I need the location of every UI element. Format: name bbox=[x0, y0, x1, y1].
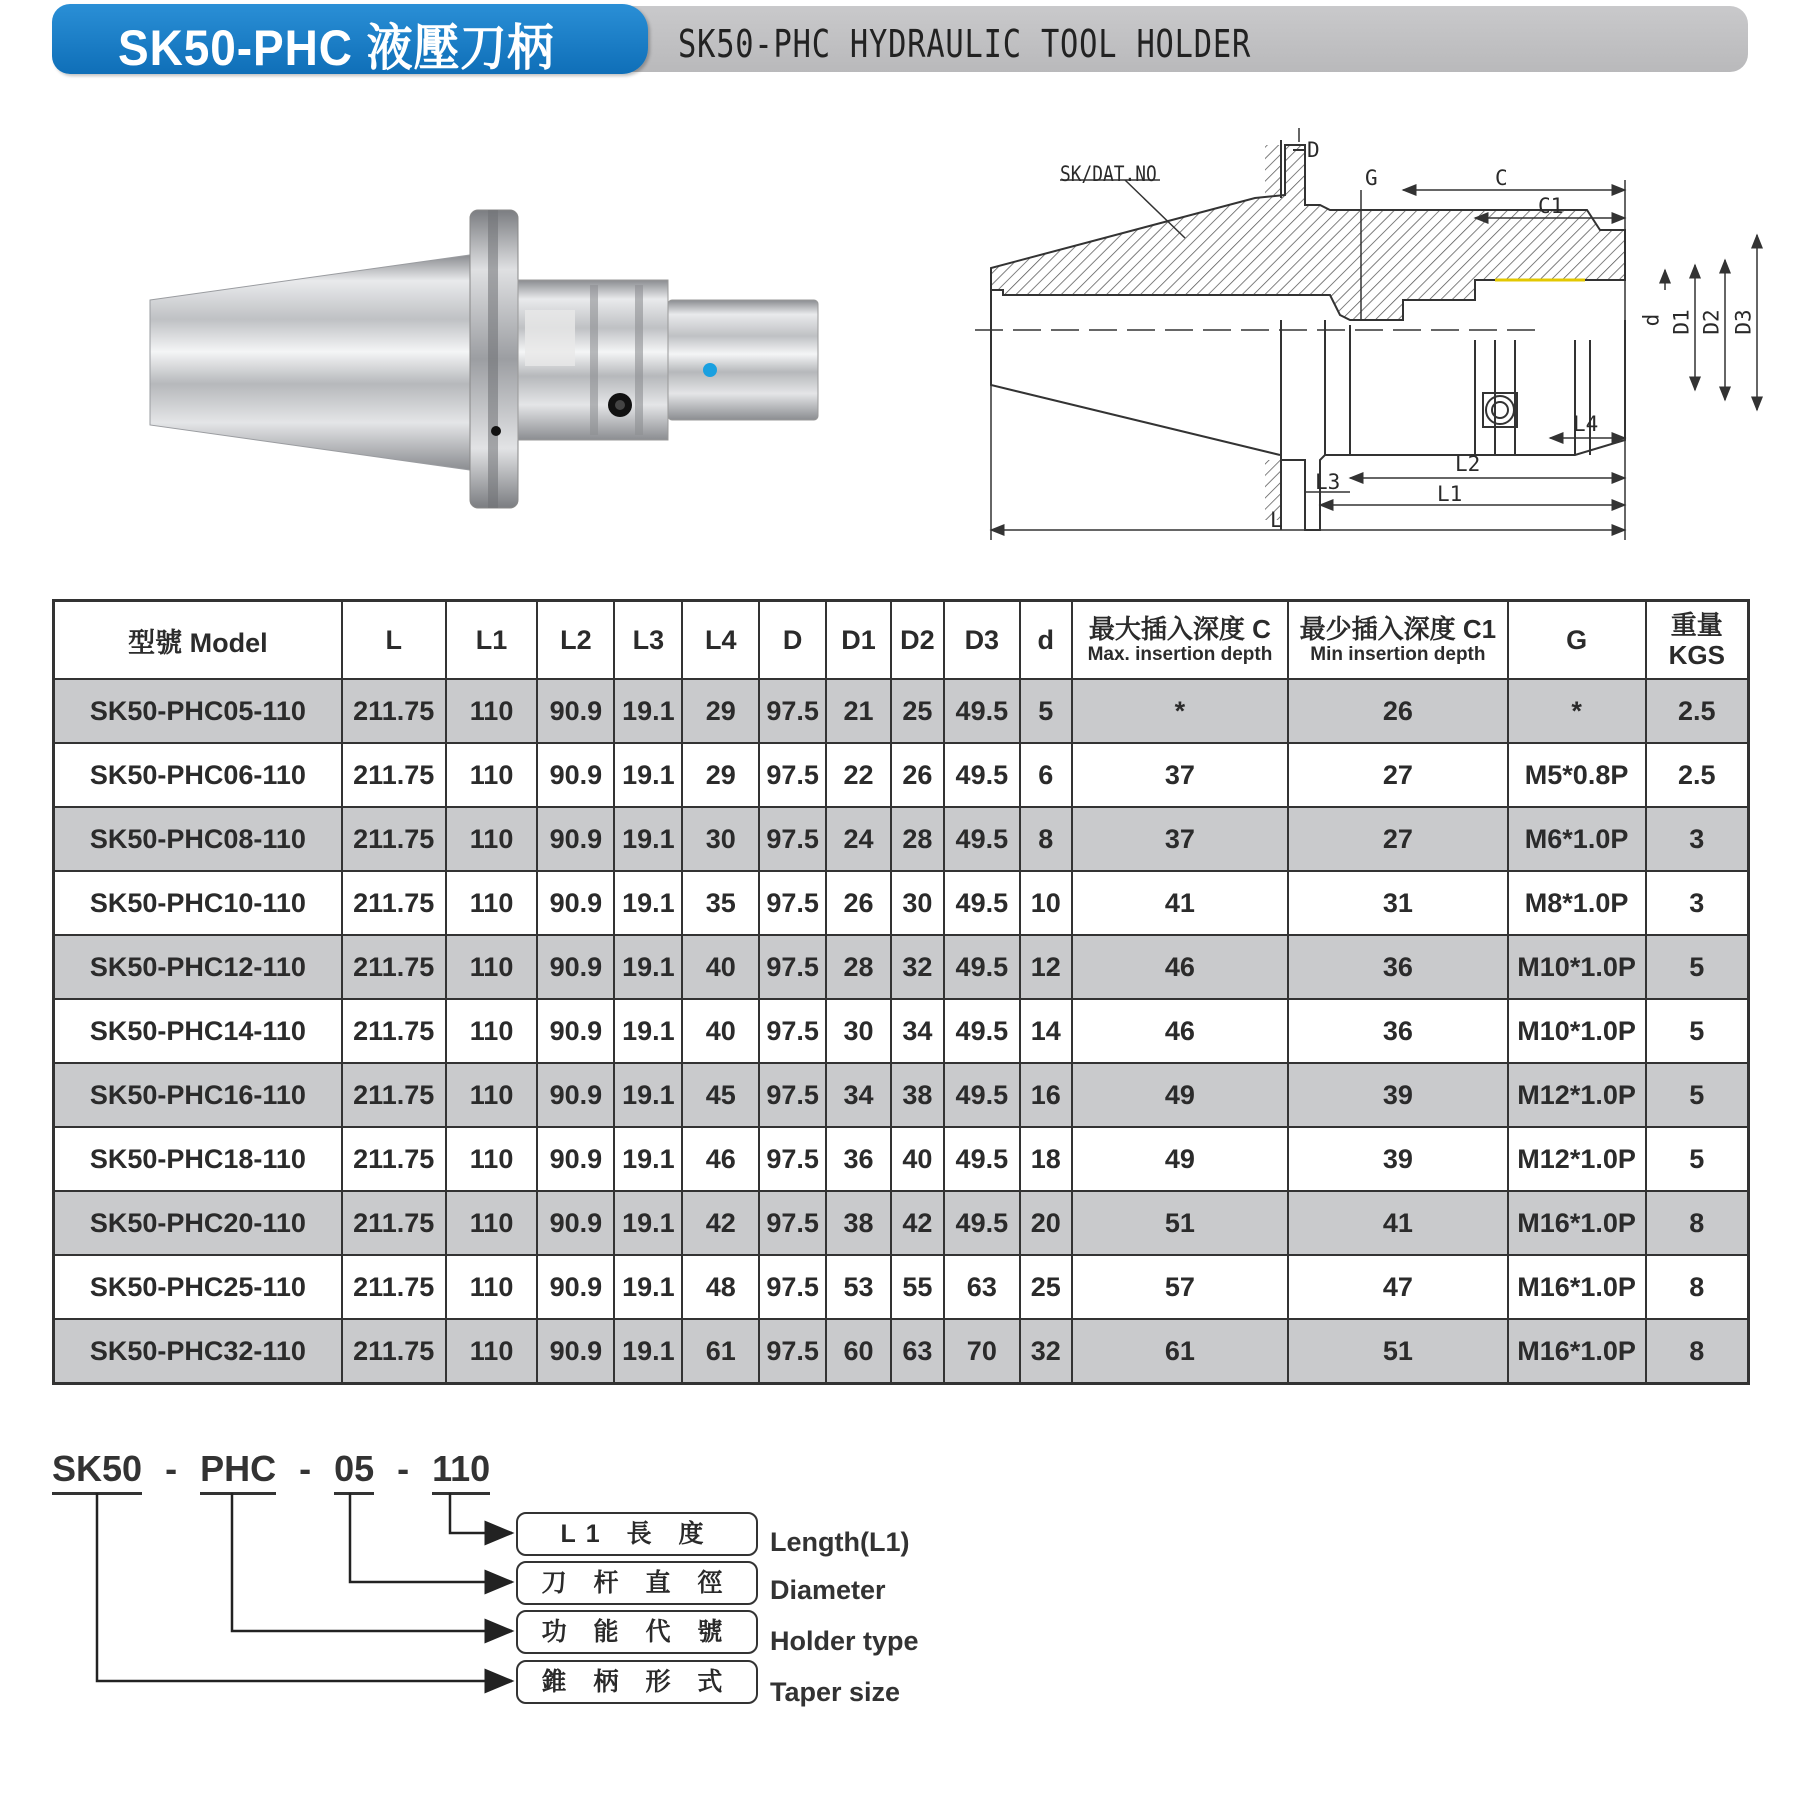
cell-C: 46 bbox=[1072, 999, 1288, 1063]
label-d: d bbox=[1639, 313, 1664, 327]
cell-G: M16*1.0P bbox=[1508, 1319, 1646, 1384]
cell-D3: 70 bbox=[944, 1319, 1020, 1384]
label-D1: D1 bbox=[1669, 309, 1694, 335]
cell-L3: 19.1 bbox=[614, 1191, 682, 1255]
label-L4: L4 bbox=[1573, 412, 1599, 436]
cell-C: 61 bbox=[1072, 1319, 1288, 1384]
cell-D1: 24 bbox=[826, 807, 891, 871]
col-header-D2: D2 bbox=[891, 601, 944, 680]
cell-D2: 55 bbox=[891, 1255, 944, 1319]
cell-L1: 110 bbox=[446, 999, 538, 1063]
cell-L2: 90.9 bbox=[537, 935, 614, 999]
cell-kgs: 2.5 bbox=[1646, 679, 1749, 743]
cell-D3: 49.5 bbox=[944, 743, 1020, 807]
label-L3: L3 bbox=[1315, 470, 1341, 494]
cell-L1: 110 bbox=[446, 871, 538, 935]
cell-model: SK50-PHC10-110 bbox=[54, 871, 342, 935]
cell-D3: 49.5 bbox=[944, 871, 1020, 935]
cell-D2: 26 bbox=[891, 743, 944, 807]
cell-L4: 45 bbox=[682, 1063, 759, 1127]
cell-L3: 19.1 bbox=[614, 1255, 682, 1319]
col-header-D1: D1 bbox=[826, 601, 891, 680]
cell-L4: 46 bbox=[682, 1127, 759, 1191]
label-C: C bbox=[1495, 166, 1508, 190]
cell-G: M12*1.0P bbox=[1508, 1127, 1646, 1191]
cell-G: M5*0.8P bbox=[1508, 743, 1646, 807]
cell-L: 211.75 bbox=[342, 807, 446, 871]
cell-D3: 49.5 bbox=[944, 679, 1020, 743]
cell-kgs: 8 bbox=[1646, 1319, 1749, 1384]
cell-L: 211.75 bbox=[342, 743, 446, 807]
cell-C1: 39 bbox=[1288, 1063, 1507, 1127]
col-header-min-insertion: 最少插入深度 C1 Min insertion depth bbox=[1288, 601, 1507, 680]
cell-kgs: 8 bbox=[1646, 1255, 1749, 1319]
cell-kgs: 8 bbox=[1646, 1191, 1749, 1255]
cell-G: M12*1.0P bbox=[1508, 1063, 1646, 1127]
cell-G: * bbox=[1508, 679, 1646, 743]
cell-L3: 19.1 bbox=[614, 679, 682, 743]
cell-d: 14 bbox=[1020, 999, 1072, 1063]
cell-C1: 51 bbox=[1288, 1319, 1507, 1384]
cell-D2: 25 bbox=[891, 679, 944, 743]
cell-D2: 30 bbox=[891, 871, 944, 935]
cell-L: 211.75 bbox=[342, 1191, 446, 1255]
cell-L: 211.75 bbox=[342, 935, 446, 999]
col-header-D: D bbox=[759, 601, 826, 680]
cell-L: 211.75 bbox=[342, 1255, 446, 1319]
cell-L4: 35 bbox=[682, 871, 759, 935]
cell-D2: 32 bbox=[891, 935, 944, 999]
cell-L2: 90.9 bbox=[537, 679, 614, 743]
cell-G: M8*1.0P bbox=[1508, 871, 1646, 935]
label-L2: L2 bbox=[1455, 452, 1481, 476]
cell-model: SK50-PHC18-110 bbox=[54, 1127, 342, 1191]
cell-C: * bbox=[1072, 679, 1288, 743]
cell-C: 46 bbox=[1072, 935, 1288, 999]
cell-L3: 19.1 bbox=[614, 871, 682, 935]
cell-L4: 40 bbox=[682, 999, 759, 1063]
cell-C1: 36 bbox=[1288, 999, 1507, 1063]
cell-L4: 48 bbox=[682, 1255, 759, 1319]
cell-d: 32 bbox=[1020, 1319, 1072, 1384]
cell-kgs: 5 bbox=[1646, 1127, 1749, 1191]
cell-C1: 31 bbox=[1288, 871, 1507, 935]
cell-D1: 22 bbox=[826, 743, 891, 807]
cell-C: 41 bbox=[1072, 871, 1288, 935]
cell-d: 5 bbox=[1020, 679, 1072, 743]
label-sk-dat-no: SK/DAT.NO bbox=[1060, 162, 1157, 186]
cell-model: SK50-PHC05-110 bbox=[54, 679, 342, 743]
cell-L2: 90.9 bbox=[537, 999, 614, 1063]
cell-D: 97.5 bbox=[759, 679, 826, 743]
cell-d: 18 bbox=[1020, 1127, 1072, 1191]
cell-C: 49 bbox=[1072, 1063, 1288, 1127]
cell-D2: 40 bbox=[891, 1127, 944, 1191]
cell-G: M6*1.0P bbox=[1508, 807, 1646, 871]
col-header-L: L bbox=[342, 601, 446, 680]
cell-D1: 26 bbox=[826, 871, 891, 935]
col-header-model: 型號 Model bbox=[54, 601, 342, 680]
cell-model: SK50-PHC32-110 bbox=[54, 1319, 342, 1384]
legend-label-length: Length(L1) bbox=[770, 1527, 910, 1557]
label-C1: C1 bbox=[1538, 194, 1564, 218]
cell-D1: 30 bbox=[826, 999, 891, 1063]
cell-L2: 90.9 bbox=[537, 1255, 614, 1319]
cell-D: 97.5 bbox=[759, 871, 826, 935]
label-L: L bbox=[1270, 508, 1283, 532]
cell-L: 211.75 bbox=[342, 679, 446, 743]
legend-box-diameter: 刀 杆 直 徑 bbox=[516, 1561, 758, 1605]
cell-L2: 90.9 bbox=[537, 1127, 614, 1191]
cell-model: SK50-PHC16-110 bbox=[54, 1063, 342, 1127]
cell-D2: 34 bbox=[891, 999, 944, 1063]
cell-kgs: 3 bbox=[1646, 807, 1749, 871]
legend-box-taper-size: 錐 柄 形 式 bbox=[516, 1660, 758, 1704]
cell-D: 97.5 bbox=[759, 999, 826, 1063]
cell-D1: 53 bbox=[826, 1255, 891, 1319]
cell-C: 37 bbox=[1072, 743, 1288, 807]
cell-D: 97.5 bbox=[759, 1319, 826, 1384]
cell-D: 97.5 bbox=[759, 743, 826, 807]
code-part-diameter: 05 bbox=[334, 1448, 374, 1495]
code-part-length: 110 bbox=[432, 1448, 490, 1495]
cell-L3: 19.1 bbox=[614, 743, 682, 807]
cell-L3: 19.1 bbox=[614, 807, 682, 871]
cell-C1: 36 bbox=[1288, 935, 1507, 999]
cell-L4: 29 bbox=[682, 679, 759, 743]
cell-D3: 49.5 bbox=[944, 935, 1020, 999]
cell-D2: 42 bbox=[891, 1191, 944, 1255]
cell-L1: 110 bbox=[446, 679, 538, 743]
cell-D3: 49.5 bbox=[944, 999, 1020, 1063]
cell-D3: 49.5 bbox=[944, 807, 1020, 871]
cell-L3: 19.1 bbox=[614, 1127, 682, 1191]
cell-L2: 90.9 bbox=[537, 743, 614, 807]
code-part-taper: SK50 bbox=[52, 1448, 142, 1495]
cell-L4: 61 bbox=[682, 1319, 759, 1384]
cell-kgs: 5 bbox=[1646, 935, 1749, 999]
col-header-L3: L3 bbox=[614, 601, 682, 680]
cell-D2: 28 bbox=[891, 807, 944, 871]
cell-L3: 19.1 bbox=[614, 1063, 682, 1127]
cell-L3: 19.1 bbox=[614, 935, 682, 999]
cell-C1: 26 bbox=[1288, 679, 1507, 743]
cell-D: 97.5 bbox=[759, 807, 826, 871]
col-header-d: d bbox=[1020, 601, 1072, 680]
code-part-type: PHC bbox=[200, 1448, 276, 1495]
label-G: G bbox=[1365, 166, 1378, 190]
cell-d: 16 bbox=[1020, 1063, 1072, 1127]
cell-L1: 110 bbox=[446, 807, 538, 871]
cell-model: SK50-PHC14-110 bbox=[54, 999, 342, 1063]
col-header-G: G bbox=[1508, 601, 1646, 680]
cell-L4: 42 bbox=[682, 1191, 759, 1255]
col-header-L2: L2 bbox=[537, 601, 614, 680]
cell-C1: 47 bbox=[1288, 1255, 1507, 1319]
legend-label-taper-size: Taper size bbox=[770, 1677, 901, 1707]
cell-L: 211.75 bbox=[342, 999, 446, 1063]
cell-D3: 49.5 bbox=[944, 1063, 1020, 1127]
cell-d: 20 bbox=[1020, 1191, 1072, 1255]
cell-D1: 36 bbox=[826, 1127, 891, 1191]
legend-label-diameter: Diameter bbox=[770, 1575, 886, 1605]
cell-L3: 19.1 bbox=[614, 1319, 682, 1384]
cell-kgs: 5 bbox=[1646, 999, 1749, 1063]
cell-L2: 90.9 bbox=[537, 807, 614, 871]
cell-L4: 40 bbox=[682, 935, 759, 999]
col-header-weight: 重量 KGS bbox=[1646, 601, 1749, 680]
cell-L1: 110 bbox=[446, 743, 538, 807]
cell-D: 97.5 bbox=[759, 935, 826, 999]
cell-C1: 39 bbox=[1288, 1127, 1507, 1191]
cell-D1: 28 bbox=[826, 935, 891, 999]
cell-L1: 110 bbox=[446, 1127, 538, 1191]
cell-d: 25 bbox=[1020, 1255, 1072, 1319]
legend-box-length: L1 長 度 bbox=[516, 1512, 758, 1556]
cell-C: 57 bbox=[1072, 1255, 1288, 1319]
legend-label-holder-type: Holder type bbox=[770, 1626, 919, 1656]
cell-model: SK50-PHC06-110 bbox=[54, 743, 342, 807]
cell-D: 97.5 bbox=[759, 1127, 826, 1191]
cell-D3: 49.5 bbox=[944, 1191, 1020, 1255]
col-header-L4: L4 bbox=[682, 601, 759, 680]
model-code: SK50 - PHC - 05 - 110 bbox=[52, 1448, 490, 1495]
cell-D2: 63 bbox=[891, 1319, 944, 1384]
cell-D1: 60 bbox=[826, 1319, 891, 1384]
cell-kgs: 2.5 bbox=[1646, 743, 1749, 807]
cell-model: SK50-PHC08-110 bbox=[54, 807, 342, 871]
cell-L: 211.75 bbox=[342, 1063, 446, 1127]
label-L1: L1 bbox=[1437, 482, 1463, 506]
cell-L4: 29 bbox=[682, 743, 759, 807]
cell-L4: 30 bbox=[682, 807, 759, 871]
label-D3: D3 bbox=[1731, 309, 1756, 335]
label-D: D bbox=[1307, 138, 1320, 162]
cell-L: 211.75 bbox=[342, 1127, 446, 1191]
cell-L2: 90.9 bbox=[537, 1319, 614, 1384]
cell-model: SK50-PHC12-110 bbox=[54, 935, 342, 999]
cell-L2: 90.9 bbox=[537, 871, 614, 935]
cell-G: M10*1.0P bbox=[1508, 999, 1646, 1063]
cell-L1: 110 bbox=[446, 1063, 538, 1127]
cell-D3: 63 bbox=[944, 1255, 1020, 1319]
cell-C: 49 bbox=[1072, 1127, 1288, 1191]
cell-C: 37 bbox=[1072, 807, 1288, 871]
cell-kgs: 5 bbox=[1646, 1063, 1749, 1127]
cell-D2: 38 bbox=[891, 1063, 944, 1127]
cell-D1: 34 bbox=[826, 1063, 891, 1127]
cell-model: SK50-PHC25-110 bbox=[54, 1255, 342, 1319]
cell-L1: 110 bbox=[446, 1255, 538, 1319]
cell-L1: 110 bbox=[446, 1191, 538, 1255]
cell-G: M16*1.0P bbox=[1508, 1191, 1646, 1255]
cell-L1: 110 bbox=[446, 1319, 538, 1384]
legend-box-holder-type: 功 能 代 號 bbox=[516, 1610, 758, 1654]
cell-C1: 27 bbox=[1288, 807, 1507, 871]
cell-L3: 19.1 bbox=[614, 999, 682, 1063]
cell-L: 211.75 bbox=[342, 871, 446, 935]
label-D2: D2 bbox=[1699, 309, 1724, 335]
cell-L1: 110 bbox=[446, 935, 538, 999]
cell-L2: 90.9 bbox=[537, 1063, 614, 1127]
col-header-L1: L1 bbox=[446, 601, 538, 680]
cell-L: 211.75 bbox=[342, 1319, 446, 1384]
col-header-D3: D3 bbox=[944, 601, 1020, 680]
cell-G: M10*1.0P bbox=[1508, 935, 1646, 999]
cell-kgs: 3 bbox=[1646, 871, 1749, 935]
cell-d: 6 bbox=[1020, 743, 1072, 807]
cell-D: 97.5 bbox=[759, 1063, 826, 1127]
cell-L2: 90.9 bbox=[537, 1191, 614, 1255]
cell-D: 97.5 bbox=[759, 1191, 826, 1255]
cell-G: M16*1.0P bbox=[1508, 1255, 1646, 1319]
cell-D: 97.5 bbox=[759, 1255, 826, 1319]
col-header-max-insertion: 最大插入深度 C Max. insertion depth bbox=[1072, 601, 1288, 680]
cell-D1: 21 bbox=[826, 679, 891, 743]
cell-model: SK50-PHC20-110 bbox=[54, 1191, 342, 1255]
cell-C1: 41 bbox=[1288, 1191, 1507, 1255]
cell-C1: 27 bbox=[1288, 743, 1507, 807]
cell-d: 12 bbox=[1020, 935, 1072, 999]
cell-C: 51 bbox=[1072, 1191, 1288, 1255]
cell-d: 8 bbox=[1020, 807, 1072, 871]
page-title: SK50-PHC 液壓刀柄 bbox=[118, 20, 555, 76]
page-subtitle: SK50-PHC HYDRAULIC TOOL HOLDER bbox=[678, 22, 1252, 66]
cell-d: 10 bbox=[1020, 871, 1072, 935]
cell-D3: 49.5 bbox=[944, 1127, 1020, 1191]
cell-D1: 38 bbox=[826, 1191, 891, 1255]
